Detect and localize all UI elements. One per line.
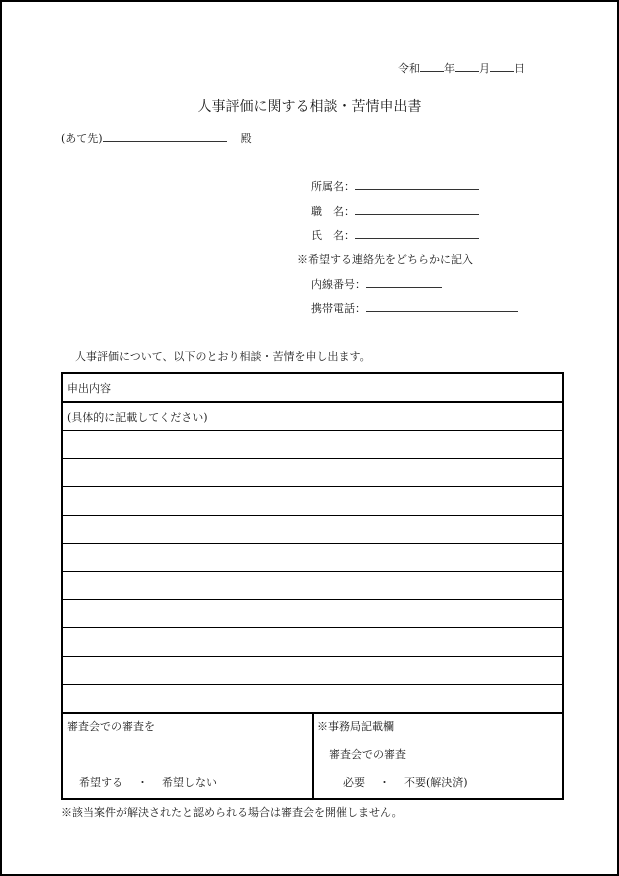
table-subheader: (具体的に記載してください) [67, 411, 208, 424]
addressee-label: (あて先) [61, 132, 103, 145]
table-header-row [63, 374, 562, 403]
office-label: ※事務局記載欄 [317, 720, 394, 733]
affiliation-blank[interactable] [355, 179, 479, 190]
affiliation-line [311, 178, 479, 194]
position-label: 職 名： [311, 205, 355, 218]
table-subheader-row [63, 403, 562, 431]
date-month: 月 [479, 62, 490, 75]
office-dot: ・ [379, 776, 390, 789]
blank-line[interactable] [63, 516, 562, 544]
table-header: 申出内容 [67, 382, 111, 395]
date-year: 年 [444, 62, 455, 75]
blank-line[interactable] [63, 487, 562, 515]
extension-line [311, 276, 442, 292]
request-table [61, 372, 564, 800]
blank-line[interactable] [63, 600, 562, 628]
addressee-blank[interactable] [103, 131, 227, 142]
review-not-want-option[interactable]: 希望しない [162, 776, 217, 789]
name-blank[interactable] [355, 228, 479, 239]
date-year-blank[interactable] [420, 61, 444, 72]
extension-label: 内線番号： [311, 278, 366, 291]
review-dot: ・ [137, 776, 148, 789]
date-era: 令和 [398, 62, 420, 75]
addressee-suffix: 殿 [240, 132, 252, 145]
position-line [311, 203, 479, 219]
date-month-blank[interactable] [455, 61, 479, 72]
office-not-required-option[interactable]: 不要(解決済) [404, 776, 468, 789]
blank-line[interactable] [63, 572, 562, 600]
blank-line[interactable] [63, 459, 562, 487]
blank-line[interactable] [63, 628, 562, 656]
date-day: 日 [514, 62, 525, 75]
date-line [398, 60, 525, 76]
affiliation-label: 所属名： [311, 180, 355, 193]
mobile-label: 携帯電話： [311, 302, 366, 315]
review-label: 審査会での審査を [67, 720, 155, 733]
review-want-option[interactable]: 希望する [79, 776, 123, 789]
extension-blank[interactable] [366, 277, 442, 288]
addressee-line [61, 130, 252, 146]
mobile-blank[interactable] [366, 301, 518, 312]
mobile-line [311, 300, 518, 316]
intro-text: 人事評価について、以下のとおり相談・苦情を申し出ます。 [75, 350, 371, 363]
document-title: 人事評価に関する相談・苦情申出書 [197, 99, 422, 115]
date-day-blank[interactable] [490, 61, 514, 72]
blank-line[interactable] [63, 544, 562, 572]
footnote: ※該当案件が解決されたと認められる場合は審査会を開催しません。 [61, 806, 403, 819]
bottom-divider [312, 714, 314, 800]
review-options [79, 774, 217, 790]
contact-note: ※希望する連絡先をどちらかに記入 [297, 253, 473, 266]
blank-line[interactable] [63, 657, 562, 685]
office-review-label: 審査会での審査 [329, 748, 406, 761]
position-blank[interactable] [355, 204, 479, 215]
blank-line[interactable] [63, 431, 562, 459]
bottom-section [63, 712, 562, 800]
name-line [311, 227, 479, 243]
blank-line[interactable] [63, 685, 562, 712]
office-required-option[interactable]: 必要 [343, 776, 365, 789]
name-label: 氏 名： [311, 229, 355, 242]
office-options [343, 774, 468, 790]
